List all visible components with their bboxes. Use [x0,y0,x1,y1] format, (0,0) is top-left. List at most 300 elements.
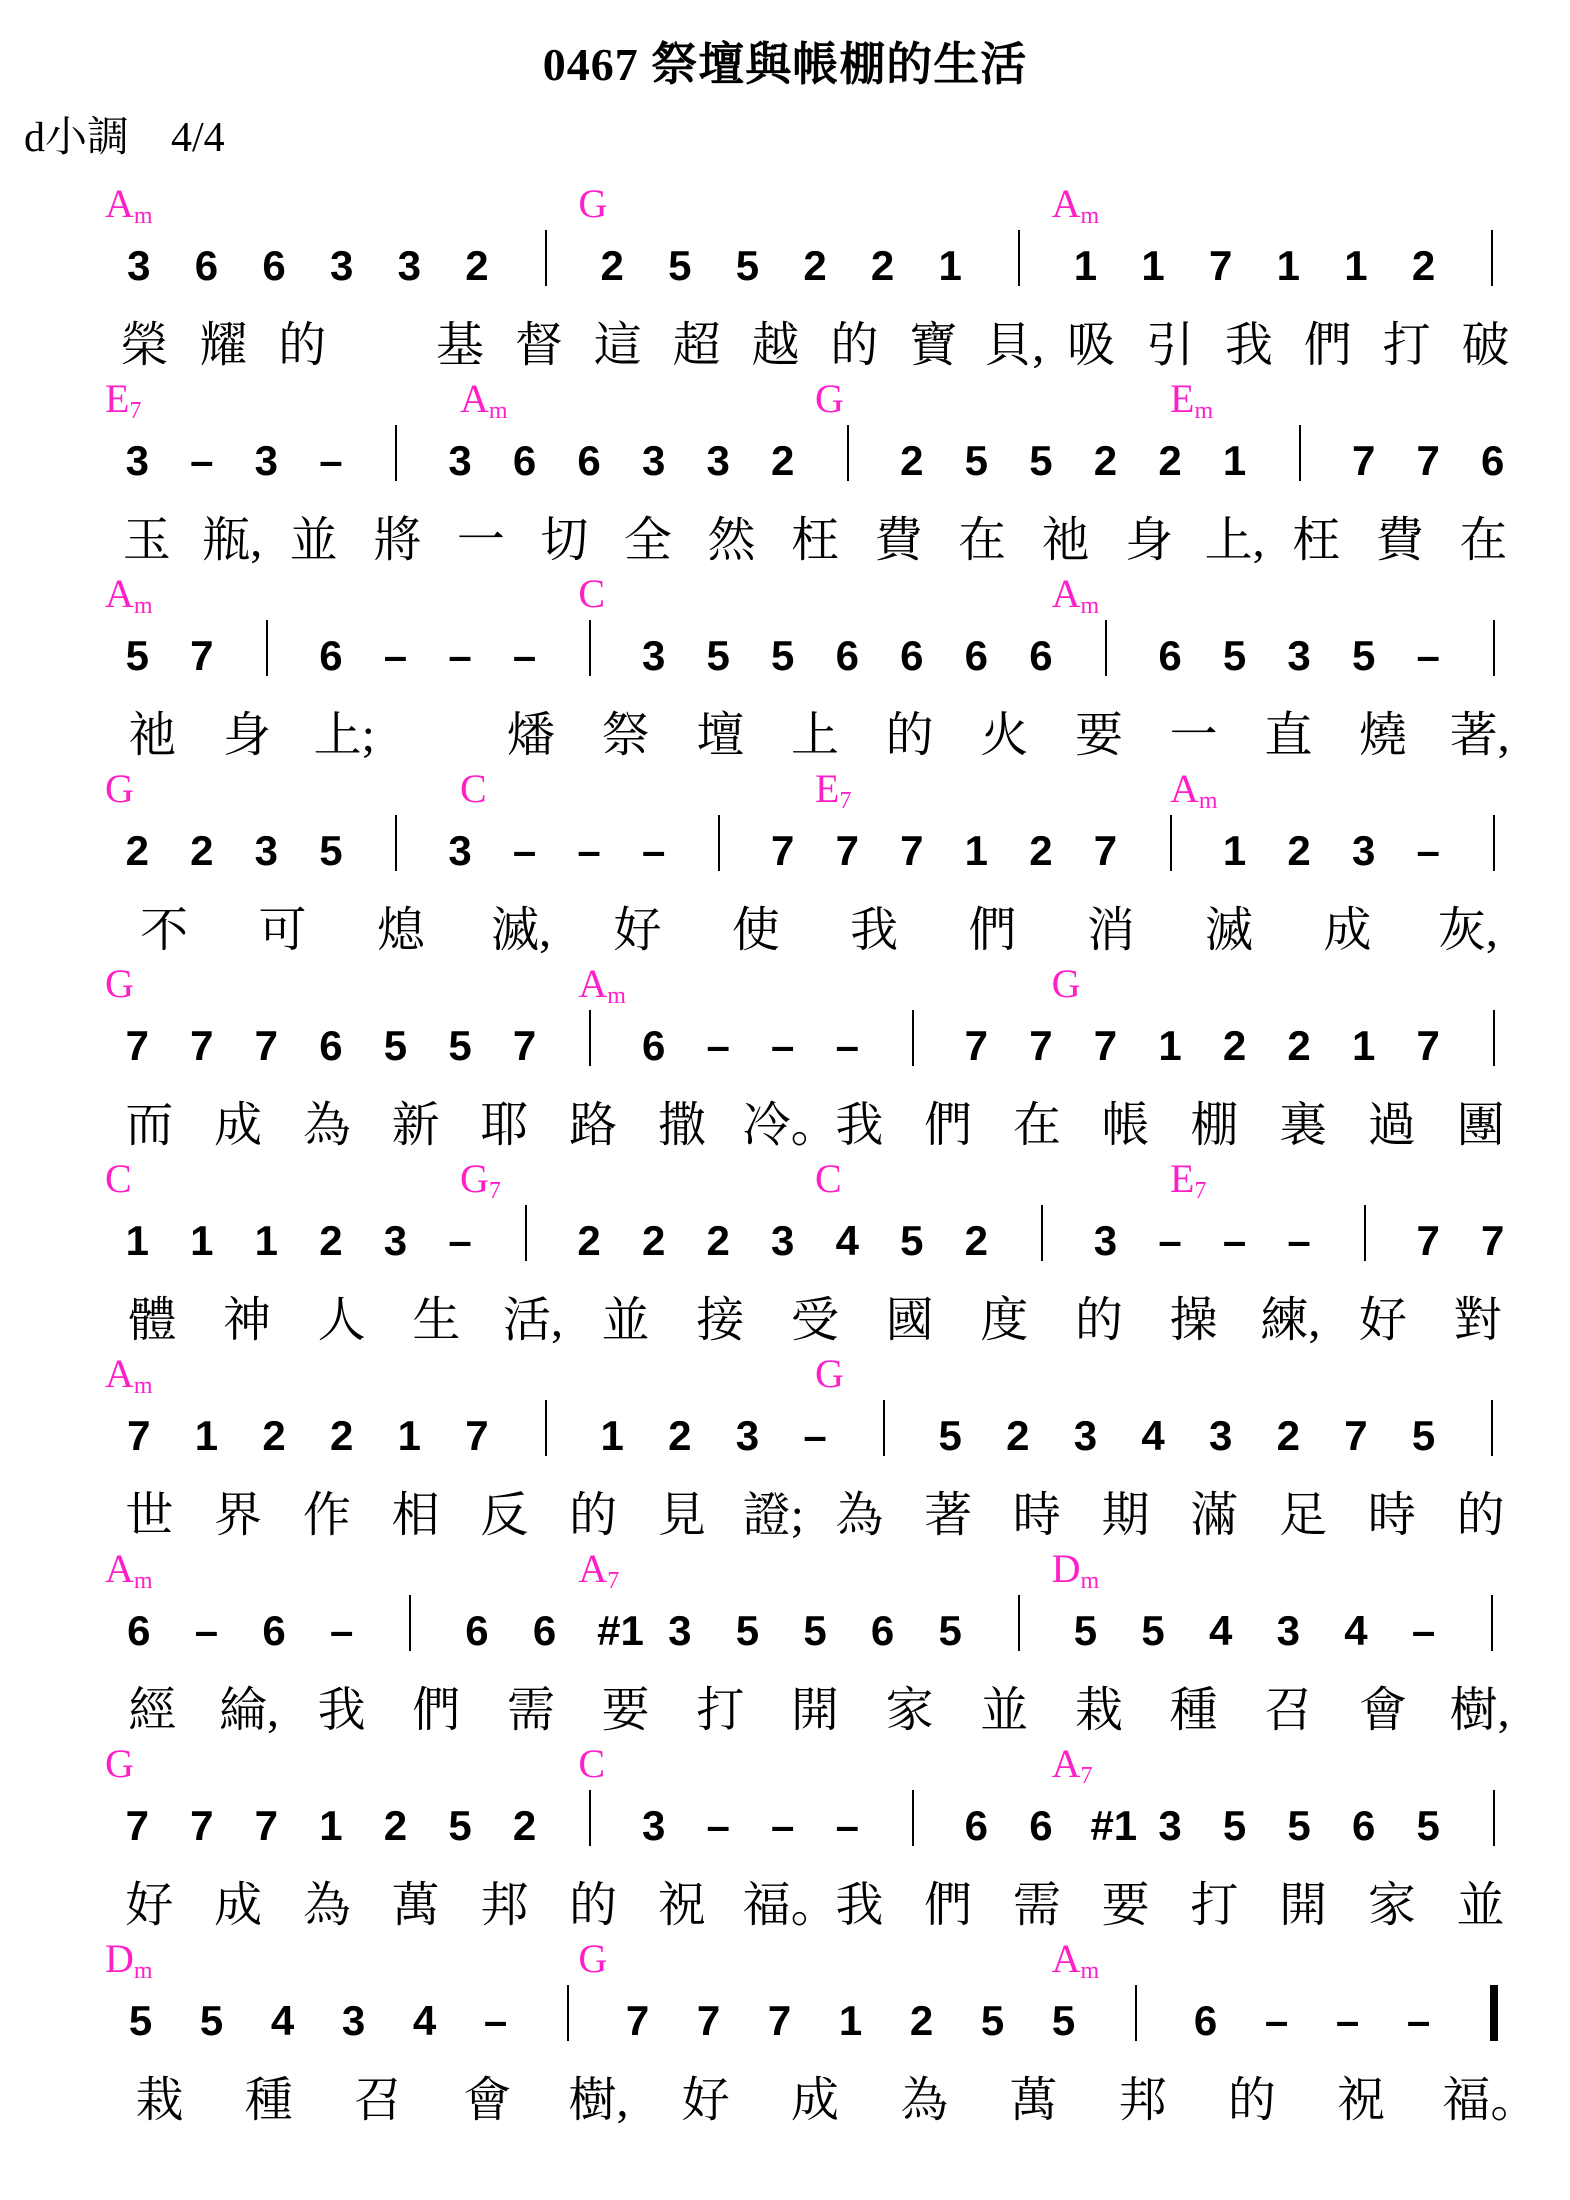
note-digit: 2 [964,1217,989,1264]
note-digit: 3 [1073,1412,1098,1459]
note-digit: 7 [127,1412,151,1459]
barline [589,620,591,676]
sustain-dash: – [512,632,537,679]
lyric-char: 好 [613,904,662,957]
lyric-char: 樹, [1449,1684,1510,1737]
lyric-char: 吸 [1067,319,1116,372]
note-digit: 6 [1481,437,1505,484]
lyric-char: 的 [1074,1294,1123,1347]
note-digit: 6 [1029,632,1053,679]
lyric-row [105,306,1525,372]
note-digit: 1 [194,1412,219,1459]
lyric-row [105,1281,1525,1347]
note-row [105,827,1525,891]
lyric-char: 督 [514,319,563,372]
lyric-char: 然 [707,514,756,567]
chord-symbol: $A_m$ [460,376,508,424]
note-digit: 2 [1093,437,1118,484]
note-digit: 5 [900,1217,924,1264]
note-digit: 3 [383,1217,408,1264]
note-digit: 1 [1141,242,1165,289]
note-digit: 3 [735,1412,760,1459]
note-digit: 7 [1416,1022,1440,1069]
lyric-char: 的 [830,319,879,372]
note-digit: 2 [803,242,827,289]
note-digit: 6 [835,632,859,679]
note-digit: 1 [1222,827,1247,874]
chord-row [105,375,1525,437]
note-digit: 7 [254,1802,279,1849]
chord-row [105,765,1525,827]
note-digit: 2 [1158,437,1182,484]
note-digit: 5 [448,1802,472,1849]
music-system [105,180,1525,370]
sustain-dash: – [319,437,343,484]
chord-symbol: C [105,1156,132,1201]
note-digit: 5 [128,1997,153,2044]
note-digit: 3 [771,1217,795,1264]
note-digit: 2 [262,1412,286,1459]
note-digit: 3 [641,1802,666,1849]
lyric-char: 樹, [568,2074,629,2127]
note-digit: 7 [1029,1022,1053,1069]
note-digit: 7 [465,1412,489,1459]
note-digit: 3 [397,242,421,289]
sustain-dash: – [577,827,601,874]
barline [1299,425,1301,481]
lyric-char: 度 [980,1294,1029,1347]
note-digit: 5 [803,1607,827,1654]
note-digit: 3 [125,437,149,484]
note-digit: 5 [1287,1802,1311,1849]
note-digit: 6 [532,1607,557,1654]
lyric-char: 火 [980,709,1029,762]
chord-symbol: $A_7$ [578,1546,620,1594]
chord-symbol: $A_m$ [105,181,153,229]
note-digit: 2 [190,827,214,874]
note-digit: 4 [835,1217,859,1264]
note-digit: 3 [254,827,279,874]
lyric-char: 受 [790,1294,839,1347]
lyric-char: 栽 [1074,1684,1123,1737]
song-title: 0467 祭壇與帳棚的生活 [542,39,1028,90]
note-digit: 2 [900,437,924,484]
note-digit: 5 [735,242,760,289]
lyric-char: 們 [968,904,1017,957]
barline [1170,815,1172,871]
lyric-char: 身 [1125,514,1174,567]
note-digit: 4 [412,1997,437,2044]
barline [567,1985,569,2041]
music-system [105,765,1525,955]
chord-row [105,1740,1525,1802]
note-digit: 2 [600,242,624,289]
chord-symbol: G [815,376,844,421]
note-digit: 7 [771,827,795,874]
chord-symbol: $A_m$ [1170,766,1218,814]
lyric-char: 切 [540,514,589,567]
lyric-row [105,501,1525,567]
lyric-char: 成 [214,1879,263,1932]
lyric-char: 寶 [909,319,958,372]
note-digit: 3 [1158,1802,1182,1849]
sustain-dash: – [1411,1607,1436,1654]
note-digit: 3 [1287,632,1311,679]
sustain-dash: – [383,632,408,679]
lyric-char: 時 [1367,1489,1416,1542]
lyric-char: 壇 [696,709,745,762]
barline [718,815,720,871]
lyric-char: 冷。 [742,1099,839,1152]
lyric-char: 破 [1461,319,1510,372]
chord-symbol: G [1051,961,1081,1006]
chord-symbol: C [578,571,606,616]
note-digit: 2 [771,437,795,484]
barline [545,1400,547,1456]
note-digit: 2 [668,1412,692,1459]
note-digit: 6 [194,242,219,289]
lyric-char: 為 [302,1099,351,1152]
lyric-char: 世 [125,1489,174,1542]
lyric-char: 綸, [219,1684,280,1737]
chord-row [105,1350,1525,1412]
lyric-char: 栽 [135,2074,184,2127]
note-digit: 5 [1411,1412,1436,1459]
note-digit: 6 [319,1022,343,1069]
barline [847,425,849,481]
lyric-char: 的 [278,319,327,372]
chord-symbol: $E_7$ [105,376,142,424]
note-digit: 3 [1351,827,1376,874]
note-digit: 5 [199,1997,224,2044]
barline [395,815,397,871]
chord-symbol: $E_7$ [815,766,852,814]
note-digit: 5 [1351,632,1376,679]
lyric-char: 並 [980,1684,1029,1737]
chord-row [105,180,1525,242]
note-digit: 7 [1416,1217,1440,1264]
chord-symbol: $G_7$ [460,1156,501,1204]
sustain-dash: – [1264,1997,1289,2044]
barline [1493,1010,1495,1066]
note-digit: 1 [1222,437,1247,484]
lyric-char: 操 [1169,1294,1218,1347]
note-digit: 7 [1481,1217,1505,1264]
note-digit: #1 [1090,1802,1138,1849]
note-digit: 3 [254,437,279,484]
lyric-char: 祂 [1041,514,1090,567]
lyric-char: 引 [1145,319,1194,372]
note-digit: 3 [127,242,151,289]
lyric-char: 足 [1279,1489,1328,1542]
note-digit: 2 [909,1997,934,2044]
note-digit: 7 [254,1022,279,1069]
lyric-char: 而 [125,1099,174,1152]
sustain-dash: – [771,1022,795,1069]
barline [409,1595,411,1651]
chord-row [105,960,1525,1022]
lyric-char: 種 [244,2074,293,2127]
chord-symbol: G [105,1741,134,1786]
lyric-char: 好 [125,1879,174,1932]
note-digit: 2 [1411,242,1436,289]
chord-symbol: $E_m$ [1170,376,1214,424]
lyric-char: 為 [302,1879,351,1932]
barline [1491,1595,1493,1651]
note-digit: 6 [465,1607,489,1654]
note-digit: 1 [190,1217,214,1264]
barline [589,1790,591,1846]
lyric-char: 們 [412,1684,461,1737]
barline [1491,230,1493,286]
lyric-char: 邦 [1118,2074,1167,2127]
note-row [105,1217,1525,1281]
note-digit: 2 [1276,1412,1300,1459]
music-system [105,1155,1525,1345]
lyric-char: 作 [302,1489,351,1542]
lyric-char: 生 [412,1294,461,1347]
chord-symbol: $D_m$ [105,1936,153,1984]
chord-symbol: C [815,1156,842,1201]
note-digit: 7 [1351,437,1376,484]
note-digit: 7 [767,1997,792,2044]
lyric-char: 活, [503,1294,564,1347]
note-digit: 5 [1222,632,1247,679]
sustain-dash: – [1416,827,1440,874]
barline [1493,815,1495,871]
lyric-row [105,1476,1525,1542]
note-digit: 3 [706,437,730,484]
note-digit: 1 [397,1412,421,1459]
lyric-row [105,1866,1525,1932]
barline [589,1010,591,1066]
lyric-row [105,1671,1525,1737]
chord-row [105,1935,1525,1997]
lyric-char: 使 [731,904,780,957]
lyric-char: 上, [1204,514,1265,567]
lyric-char: 直 [1264,709,1313,762]
lyric-row [105,696,1525,762]
lyric-char: 燒 [1358,709,1407,762]
sustain-dash: – [803,1412,827,1459]
note-digit: 1 [1073,242,1098,289]
note-digit: 5 [448,1022,472,1069]
key-signature: d小調 4/4 [24,115,225,161]
note-digit: 1 [1344,242,1368,289]
note-row [105,1607,1525,1671]
lyric-char: 路 [569,1099,618,1152]
note-digit: 6 [262,242,286,289]
barline [912,1010,914,1066]
barline [912,1790,914,1846]
music-system [105,1350,1525,1540]
lyric-char: 在 [1012,1099,1061,1152]
sustain-dash: – [706,1802,730,1849]
lyric-char: 這 [593,319,642,372]
chord-symbol: $A_m$ [105,571,153,619]
note-digit: 5 [1416,1802,1440,1849]
lyric-char: 需 [506,1684,555,1737]
note-digit: 5 [1073,1607,1098,1654]
lyric-char: 召 [354,2074,403,2127]
lyric-char: 帳 [1101,1099,1150,1152]
note-digit: 7 [696,1997,721,2044]
lyric-char: 的 [569,1489,618,1542]
lyric-char: 我 [835,1099,884,1152]
sustain-dash: – [194,1607,219,1654]
lyric-char: 成 [790,2074,839,2127]
barline [525,1205,527,1261]
lyric-char: 打 [1190,1879,1239,1932]
lyric-char: 棚 [1190,1099,1239,1152]
note-digit: 7 [190,632,214,679]
lyric-char: 為 [900,2074,949,2127]
note-digit: 2 [1287,827,1311,874]
sustain-dash: – [835,1022,859,1069]
final-barline [1490,1985,1498,2041]
chord-symbol: $A_m$ [105,1351,153,1399]
barline [1493,620,1495,676]
lyric-char: 時 [1012,1489,1061,1542]
lyric-char: 打 [696,1684,745,1737]
note-digit: 3 [641,437,666,484]
note-digit: 1 [1351,1022,1376,1069]
barline [1135,1985,1137,2041]
note-row [105,1022,1525,1086]
lyric-char: 我 [835,1879,884,1932]
note-digit: 6 [512,437,537,484]
note-digit: 4 [270,1997,295,2044]
note-digit: 3 [641,632,666,679]
note-digit: 5 [319,827,343,874]
sustain-dash: – [771,1802,795,1849]
note-digit: #1 [597,1607,644,1654]
lyric-char: 體 [128,1294,177,1347]
lyric-row [105,2061,1539,2127]
note-digit: 2 [641,1217,666,1264]
lyric-char: 超 [672,319,721,372]
lyric-char: 祂 [128,709,177,762]
lyric-char: 裏 [1279,1099,1328,1152]
note-digit: 6 [964,632,989,679]
lyric-char: 上; [313,709,375,762]
lyric-char: 成 [1323,904,1372,957]
music-system [105,570,1525,760]
lyric-char: 我 [1224,319,1273,372]
sustain-dash: – [190,437,214,484]
note-digit: 5 [938,1412,962,1459]
lyric-char: 過 [1367,1099,1416,1152]
lyric-char: 種 [1169,1684,1218,1737]
chord-row [105,1155,1525,1217]
note-digit: 7 [1209,242,1233,289]
lyric-char: 耀 [199,319,248,372]
lyric-char: 經 [128,1684,177,1737]
lyric-char: 的 [1456,1489,1505,1542]
lyric-char: 不 [140,904,189,957]
note-row [105,242,1525,306]
lyric-char: 滿 [1190,1489,1239,1542]
lyric-char: 耶 [480,1099,529,1152]
lyric-char: 人 [317,1294,366,1347]
lyric-char: 灰, [1437,904,1498,957]
music-system [105,1935,1539,2127]
lyric-char: 好 [1358,1294,1407,1347]
note-digit: 2 [870,242,895,289]
note-digit: 6 [900,632,924,679]
note-digit: 6 [262,1607,286,1654]
note-row [105,437,1525,501]
lyric-char: 們 [924,1099,973,1152]
note-digit: 1 [319,1802,343,1849]
chord-symbol: $A_m$ [1051,181,1100,229]
note-digit: 4 [1344,1607,1368,1654]
chord-symbol: $D_m$ [1051,1546,1100,1594]
sustain-dash: – [448,632,472,679]
note-digit: 5 [1029,437,1053,484]
lyric-char: 要 [1074,709,1123,762]
note-digit: 3 [329,242,354,289]
lyric-char: 期 [1101,1489,1150,1542]
lyric-char: 證; [742,1489,804,1542]
lyric-char: 的 [885,709,934,762]
chord-row [105,570,1525,632]
sustain-dash: – [706,1022,730,1069]
lyric-char: 費 [1375,514,1424,567]
note-row [105,1412,1525,1476]
note-digit: 1 [838,1997,863,2044]
lyric-char: 我 [850,904,899,957]
lyric-char: 的 [1227,2074,1276,2127]
lyric-char: 著 [924,1489,973,1542]
lyric-char: 的 [569,1879,618,1932]
note-digit: 6 [1029,1802,1053,1849]
note-digit: 6 [964,1802,989,1849]
note-digit: 5 [735,1607,760,1654]
lyric-char: 萬 [1009,2074,1058,2127]
barline [1105,620,1107,676]
lyric-char: 消 [1086,904,1135,957]
lyric-char: 相 [391,1489,440,1542]
sustain-dash: – [1158,1217,1182,1264]
note-digit: 2 [512,1802,537,1849]
lyric-char: 打 [1382,319,1431,372]
note-digit: 3 [668,1607,692,1654]
chord-symbol: C [578,1741,606,1786]
note-digit: 2 [577,1217,601,1264]
note-digit: 3 [448,437,472,484]
barline [1041,1205,1043,1261]
lyric-char: 費 [874,514,923,567]
note-digit: 3 [1276,1607,1300,1654]
note-digit: 5 [1141,1607,1165,1654]
lyric-char: 可 [258,904,307,957]
lyric-char: 全 [623,514,672,567]
lyric-char: 在 [1459,514,1508,567]
note-digit: 7 [900,827,924,874]
sustain-dash: – [835,1802,859,1849]
note-digit: 2 [465,242,489,289]
note-digit: 3 [448,827,472,874]
note-digit: 6 [127,1607,151,1654]
lyric-char: 為 [835,1489,884,1542]
lyric-char: 滅, [491,904,552,957]
lyric-row [105,891,1525,957]
note-digit: 6 [641,1022,666,1069]
lyric-char: 會 [463,2074,512,2127]
chord-symbol: $A_7$ [1051,1741,1093,1789]
note-digit: 5 [125,632,149,679]
